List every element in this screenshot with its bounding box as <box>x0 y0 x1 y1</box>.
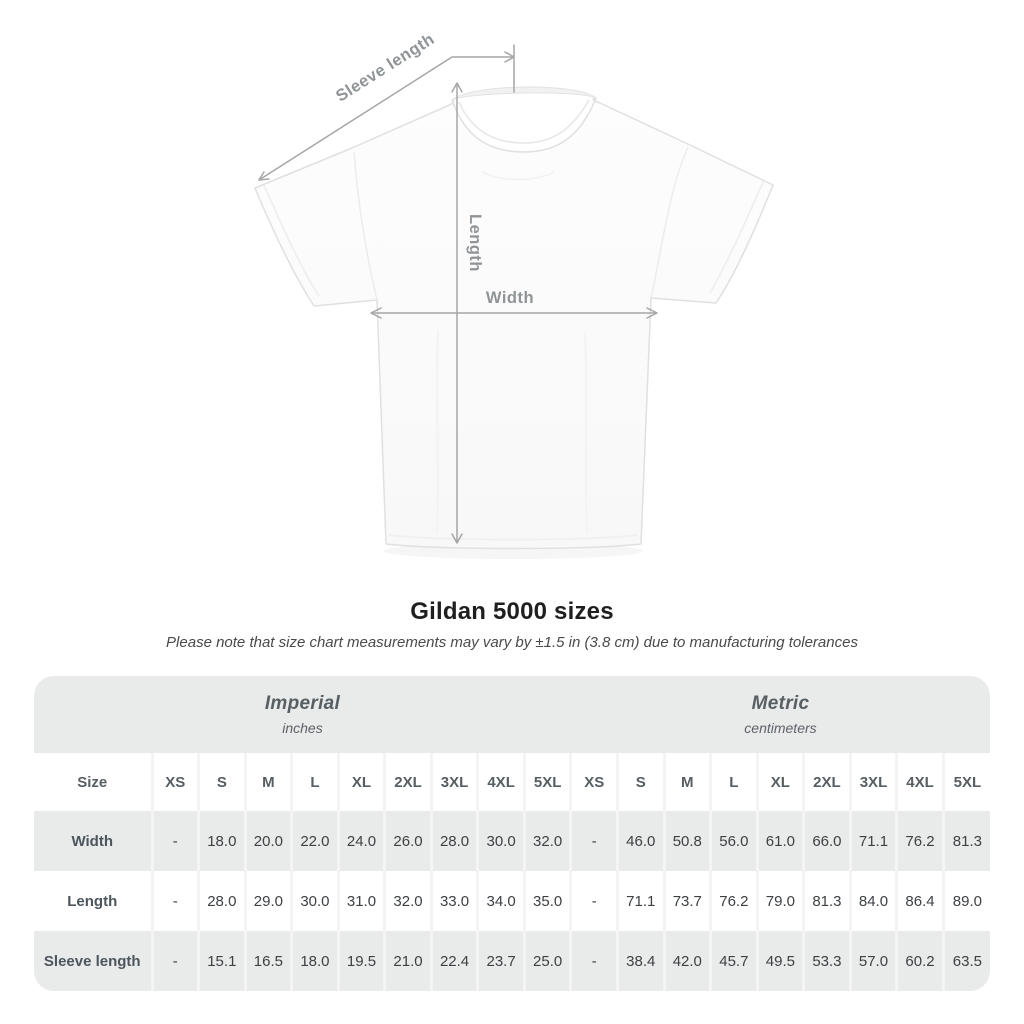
metric-group-header <box>571 676 990 753</box>
cell-width-imperial-6: 28.0 <box>431 811 478 871</box>
col-header-imperial-3xl: 3XL <box>431 753 478 811</box>
table-row-length <box>34 871 990 931</box>
size-header-row <box>34 753 990 811</box>
page-title: Gildan 5000 sizes <box>410 598 614 625</box>
cell-length-metric-7: 86.4 <box>897 871 944 931</box>
size-column-header: Size <box>34 753 152 811</box>
size-table <box>34 676 990 991</box>
col-header-imperial-s: S <box>199 753 246 811</box>
metric-group-title: Metric <box>751 693 810 714</box>
cell-length-metric-0: - <box>571 871 618 931</box>
cell-width-imperial-4: 24.0 <box>338 811 385 871</box>
length-label: Length <box>466 214 484 272</box>
cell-length-metric-3: 76.2 <box>711 871 758 931</box>
cell-width-metric-1: 46.0 <box>617 811 664 871</box>
shirt-shape <box>255 98 773 549</box>
col-header-metric-2xl: 2XL <box>804 753 851 811</box>
cell-sleeve-length-metric-1: 38.4 <box>617 931 664 991</box>
cell-width-imperial-5: 26.0 <box>385 811 432 871</box>
col-header-imperial-l: L <box>292 753 339 811</box>
width-label: Width <box>485 289 535 307</box>
cell-length-imperial-6: 33.0 <box>431 871 478 931</box>
cell-length-metric-2: 73.7 <box>664 871 711 931</box>
col-header-metric-l: L <box>711 753 758 811</box>
size-note: Please note that size chart measurements may vary by ±1.5 in (3.8 cm) due to manufacturing tolerances <box>166 634 858 651</box>
col-header-metric-3xl: 3XL <box>850 753 897 811</box>
cell-width-imperial-7: 30.0 <box>478 811 525 871</box>
cell-sleeve-length-imperial-1: 15.1 <box>199 931 246 991</box>
cell-length-imperial-8: 35.0 <box>524 871 571 931</box>
cell-length-imperial-2: 29.0 <box>245 871 292 931</box>
cell-sleeve-length-metric-6: 57.0 <box>850 931 897 991</box>
cell-sleeve-length-metric-5: 53.3 <box>804 931 851 991</box>
cell-width-imperial-8: 32.0 <box>524 811 571 871</box>
cell-sleeve-length-imperial-7: 23.7 <box>478 931 525 991</box>
table-row-width <box>34 811 990 871</box>
cell-width-metric-3: 56.0 <box>711 811 758 871</box>
wrinkle <box>437 330 438 532</box>
imperial-group-header <box>34 676 571 753</box>
cell-sleeve-length-metric-0: - <box>571 931 618 991</box>
cell-length-imperial-3: 30.0 <box>292 871 339 931</box>
col-header-imperial-4xl: 4XL <box>478 753 525 811</box>
cell-sleeve-length-imperial-3: 18.0 <box>292 931 339 991</box>
col-header-imperial-m: M <box>245 753 292 811</box>
cell-width-imperial-2: 20.0 <box>245 811 292 871</box>
cell-length-metric-5: 81.3 <box>804 871 851 931</box>
col-header-metric-m: M <box>664 753 711 811</box>
cell-sleeve-length-metric-8: 63.5 <box>943 931 990 991</box>
cell-sleeve-length-metric-2: 42.0 <box>664 931 711 991</box>
cell-width-metric-7: 76.2 <box>897 811 944 871</box>
cell-width-metric-2: 50.8 <box>664 811 711 871</box>
col-header-imperial-2xl: 2XL <box>385 753 432 811</box>
row-label: Sleeve length <box>43 952 141 970</box>
cell-width-metric-5: 66.0 <box>804 811 851 871</box>
imperial-group-subtitle: inches <box>282 720 323 736</box>
col-header-imperial-5xl: 5XL <box>524 753 571 811</box>
cell-length-metric-8: 89.0 <box>943 871 990 931</box>
cell-sleeve-length-metric-4: 49.5 <box>757 931 804 991</box>
cell-sleeve-length-metric-3: 45.7 <box>711 931 758 991</box>
cell-length-imperial-1: 28.0 <box>199 871 246 931</box>
col-header-imperial-xs: XS <box>152 753 199 811</box>
cell-width-imperial-1: 18.0 <box>199 811 246 871</box>
col-header-metric-xs: XS <box>571 753 618 811</box>
cell-width-metric-6: 71.1 <box>850 811 897 871</box>
imperial-group-title: Imperial <box>264 693 341 714</box>
cell-sleeve-length-imperial-2: 16.5 <box>245 931 292 991</box>
cell-width-imperial-3: 22.0 <box>292 811 339 871</box>
row-label: Width <box>71 832 113 850</box>
cell-length-imperial-0: - <box>152 871 199 931</box>
cell-width-metric-4: 61.0 <box>757 811 804 871</box>
wrinkle <box>585 332 587 532</box>
col-header-metric-s: S <box>617 753 664 811</box>
size-table-container <box>34 676 990 991</box>
cell-sleeve-length-metric-7: 60.2 <box>897 931 944 991</box>
unit-group-row <box>34 676 990 753</box>
cell-sleeve-length-imperial-8: 25.0 <box>524 931 571 991</box>
cell-width-metric-0: - <box>571 811 618 871</box>
cell-length-metric-6: 84.0 <box>850 871 897 931</box>
cell-sleeve-length-imperial-6: 22.4 <box>431 931 478 991</box>
collar-back <box>452 87 596 100</box>
cell-sleeve-length-imperial-5: 21.0 <box>385 931 432 991</box>
col-header-metric-4xl: 4XL <box>897 753 944 811</box>
col-header-imperial-xl: XL <box>338 753 385 811</box>
cell-sleeve-length-imperial-4: 19.5 <box>338 931 385 991</box>
metric-group-subtitle: centimeters <box>744 720 817 736</box>
cell-length-imperial-7: 34.0 <box>478 871 525 931</box>
row-label: Length <box>67 892 118 910</box>
cell-length-metric-4: 79.0 <box>757 871 804 931</box>
col-header-metric-xl: XL <box>757 753 804 811</box>
cell-width-imperial-0: - <box>152 811 199 871</box>
cell-length-imperial-4: 31.0 <box>338 871 385 931</box>
cell-length-imperial-5: 32.0 <box>385 871 432 931</box>
col-header-metric-5xl: 5XL <box>943 753 990 811</box>
cell-width-metric-8: 81.3 <box>943 811 990 871</box>
sleeve-length-label: Sleeve length <box>332 30 438 106</box>
cell-sleeve-length-imperial-0: - <box>152 931 199 991</box>
table-row-sleeve-length <box>34 931 990 991</box>
cell-length-metric-1: 71.1 <box>617 871 664 931</box>
